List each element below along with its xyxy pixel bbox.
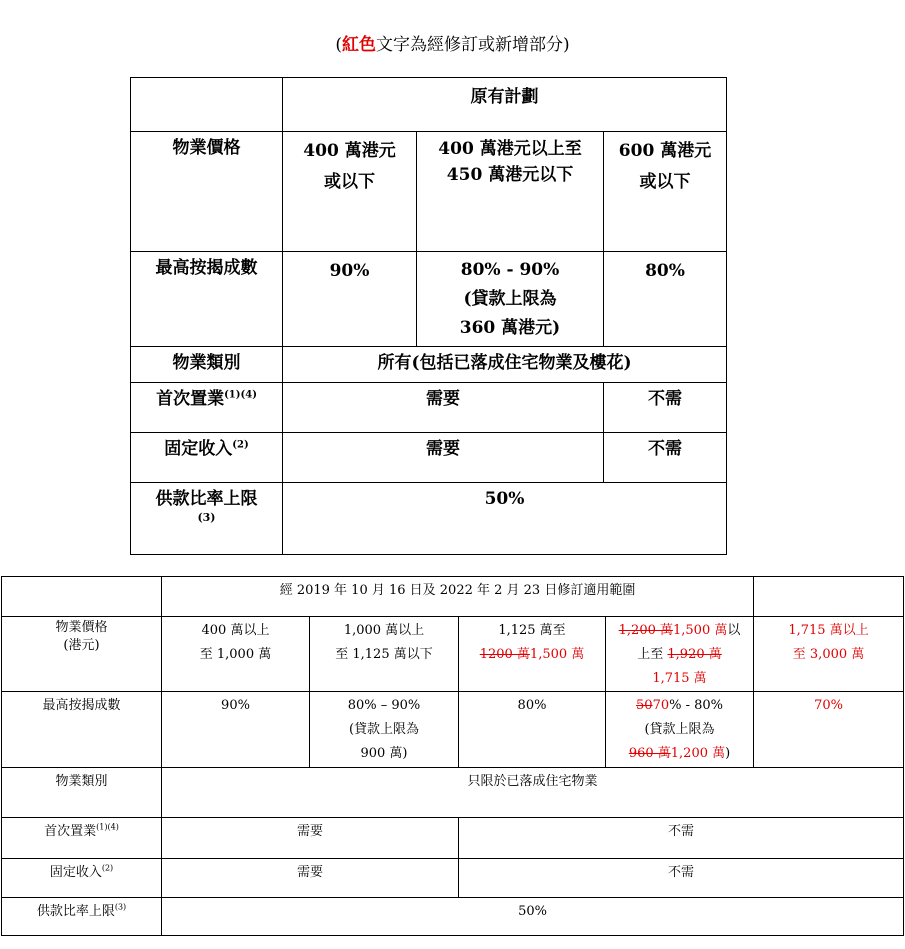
table1-first-home-label: 首次置業$^{(1)(4)}$ <box>131 383 283 433</box>
revised-scheme-table <box>1 576 904 936</box>
table2-first-home-label: 首次置業$^{(1)(4)}$ <box>2 818 162 859</box>
table2-first-home-required: 需要 <box>162 818 459 859</box>
table1-type-value: 所有(包括已落成住宅物業及樓花) <box>283 347 727 383</box>
table1-first-home-not-required: 不需 <box>604 383 727 433</box>
table2-type-value: 只限於已落成住宅物業 <box>162 768 904 818</box>
empty-header-cell <box>754 577 904 617</box>
table2-price-band-2: 1,000 萬以上 至 1,125 萬以下 <box>310 617 459 692</box>
table2-dti-label: 供款比率上限$^{(3)}$ <box>2 898 162 936</box>
table1-dti-label: 供款比率上限 (3) <box>131 483 283 555</box>
table1-ltv-3: 80% <box>604 252 727 347</box>
table1-type-label: 物業類別 <box>131 347 283 383</box>
table2-price-band-4: 1,200 萬1,500 萬以 上至 1,920 萬 1,715 萬 <box>606 617 754 692</box>
table2-ltv-label: 最高按揭成數 <box>2 692 162 768</box>
table1-ltv-label: 最高按揭成數 <box>131 252 283 347</box>
table2-type-label: 物業類別 <box>2 768 162 818</box>
table2-ltv-5: 70% <box>754 692 904 768</box>
table1-ltv-1: 90% <box>283 252 417 347</box>
original-scheme-table <box>130 77 727 555</box>
table2-income-required: 需要 <box>162 859 459 898</box>
table2-price-band-5: 1,715 萬以上 至 3,000 萬 <box>754 617 904 692</box>
table2-income-label: 固定收入$^{(2)}$ <box>2 859 162 898</box>
table2-first-home-not-required: 不需 <box>459 818 904 859</box>
table1-header: 原有計劃 <box>283 78 727 132</box>
table1-income-not-required: 不需 <box>604 433 727 483</box>
table1-ltv-2: 80% - 90% (貸款上限為 360 萬港元) <box>417 252 604 347</box>
table2-ltv-3: 80% <box>459 692 606 768</box>
revision-note-red: 紅色 <box>342 35 376 55</box>
table2-dti-value: 50% <box>162 898 904 936</box>
table1-price-band-3: 600 萬港元 或以下 <box>604 132 727 252</box>
empty-corner-cell-2 <box>2 577 162 617</box>
table1-dti-value: 50% <box>283 483 727 555</box>
table1-first-home-required: 需要 <box>283 383 604 433</box>
table2-price-band-3: 1,125 萬至 1200 萬1,500 萬 <box>459 617 606 692</box>
table1-price-band-1: 400 萬港元 或以下 <box>283 132 417 252</box>
table2-ltv-1: 90% <box>162 692 310 768</box>
table2-ltv-4: 5070% - 80% (貸款上限為 960 萬1,200 萬) <box>606 692 754 768</box>
table2-ltv-2: 80% – 90% (貸款上限為 900 萬) <box>310 692 459 768</box>
revision-note: (紅色文字為經修訂或新增部分) <box>335 35 570 55</box>
table2-price-label: 物業價格 (港元) <box>2 617 162 692</box>
table1-income-required: 需要 <box>283 433 604 483</box>
table2-price-band-1: 400 萬以上 至 1,000 萬 <box>162 617 310 692</box>
table2-header: 經 2019 年 10 月 16 日及 2022 年 2 月 23 日修訂適用範圍 <box>162 577 754 617</box>
empty-corner-cell <box>131 78 283 132</box>
table1-income-label: 固定收入$^{(2)}$ <box>131 433 283 483</box>
table1-price-band-2: 400 萬港元以上至 450 萬港元以下 <box>417 132 604 252</box>
table1-price-label: 物業價格 <box>131 132 283 252</box>
table2-income-not-required: 不需 <box>459 859 904 898</box>
